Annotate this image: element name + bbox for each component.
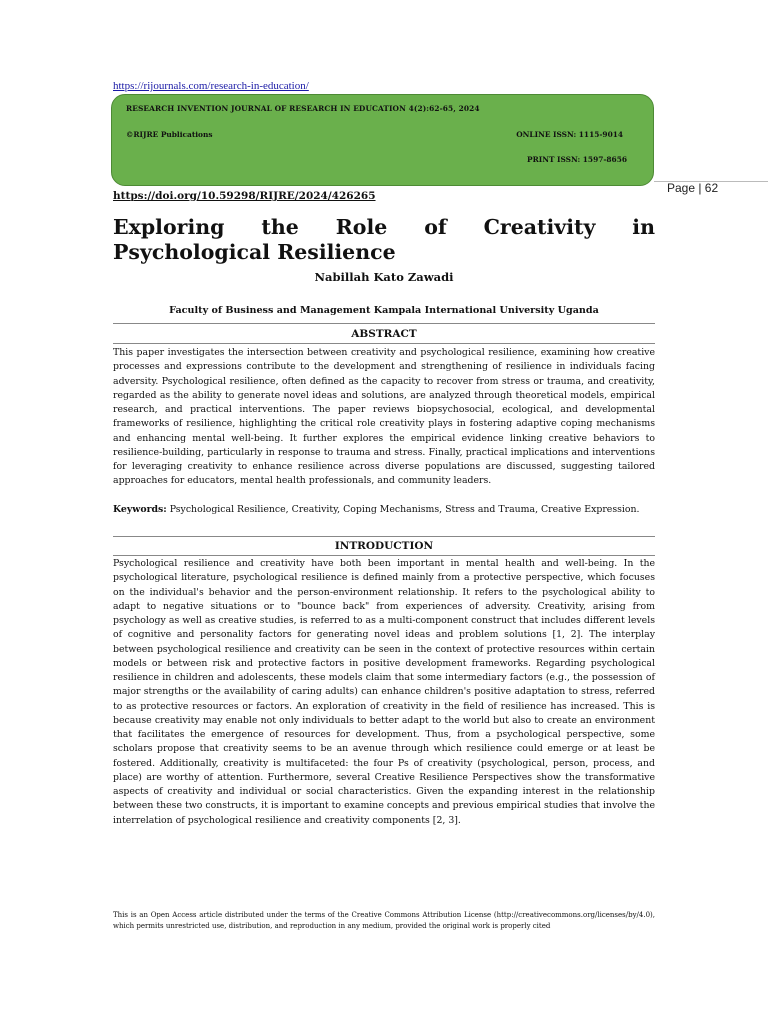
introduction-top-rule [113,536,655,537]
online-issn: ONLINE ISSN: 1115-9014 [516,130,623,139]
author-name: Nabillah Kato Zawadi [314,270,454,284]
journal-header-banner [111,94,654,186]
abstract-top-rule [113,323,655,324]
author-affiliation: Faculty of Business and Management Kampala International University Uganda [169,305,599,316]
license-footnote: This is an Open Access article distributed under the terms of the Creative Commons Attribution License (http://creativecommons.org/licenses/by/4.0), which permits unrestricted use, distribution, and reproduction in any medium, provided the original work is properly cited [113,911,655,931]
keywords-line [113,503,655,517]
publisher-name: ©RIJRE Publications [126,130,213,139]
abstract-text: This paper investigates the intersection between creativity and psychological resilience, examining how creative processes and expressions contribute to the development and strengthening of resilience in individuals facing adversity. Psychological resilience, often defined as the capacity to recover from stress or trauma, and creativity, regarded as the ability to generate novel ideas and solutions, are analyzed through theoretical models, empirical research, and practical interventions. The paper reviews biopsychosocial, ecological, and developmental frameworks of resilience, highlighting the critical role creativity plays in fostering adaptive coping mechanisms and enhancing mental well-being. It further explores the empirical evidence linking creative behaviors to resilience-building, particularly in response to trauma and stress. Finally, practical implications and interventions for leveraging creativity to enhance resilience across diverse populations are discussed, suggesting tailored approaches for educators, mental health professionals, and community leaders. [113,347,655,487]
print-issn: PRINT ISSN: 1597-8656 [527,155,627,164]
keywords-list: Psychological Resilience, Creativity, Coping Mechanisms, Stress and Trauma, Creative Expression. [169,504,640,515]
page-number: Page | 62 [667,181,719,195]
abstract-bottom-rule [113,343,655,344]
abstract-heading: ABSTRACT [351,328,417,340]
journal-url-link[interactable]: https://rijournals.com/research-in-education/ [113,80,309,92]
keywords-label: Keywords: [113,504,167,515]
article-title: Exploring the Role of Creativity in Psychological Resilience [113,215,655,264]
doi-link[interactable]: https://doi.org/10.59298/RIJRE/2024/426265 [113,190,376,202]
introduction-heading: INTRODUCTION [334,540,434,552]
introduction-text: Psychological resilience and creativity have both been important in mental health and well-being. In the psychological literature, psychological resilience is defined mainly from a protective perspective, which focuses on the individual's behavior and the person-environment relationship. It refers to the psychological ability to adapt to negative situations or to "bounce back" from experiences of adversity. Creativity, arising from psychology as well as creative studies, is referred to as a multi-component construct that includes different levels of cognitive and personality factors for generating novel ideas and problem solutions [1, 2]. The interplay between psychological resilience and creativity can be seen in the context of protective resources within certain models or between risk and protective factors in positive development frameworks. Regarding psychological resilience in children and adolescents, these models claim that some intermediary factors (e.g., the possession of major strengths or the availability of caring adults) can enhance children's positive adaptation to stress, referred to as protective resources or factors. An exploration of creativity in the field of resilience has increased. This is because creativity may enable not only individuals to better adapt to the world but also to create an environment that facilitates the emergence of resources for development. Thus, from a psychological perspective, some scholars propose that creativity seems to be an avenue through which resilience could emerge or at least be fostered. Additionally, creativity is multifaceted: the four Ps of creativity (psychological, person, process, and place) are worthy of attention. Furthermore, several Creative Resilience Perspectives show the transformative aspects of creativity and individual or social characteristics. Given the expanding interest in the relationship between these two constructs, it is important to examine concepts and previous empirical studies that involve the interrelation of psychological resilience and creativity components [2, 3]. [113,558,655,826]
journal-citation: RESEARCH INVENTION JOURNAL OF RESEARCH IN EDUCATION 4(2):62-65, 2024 [126,104,480,113]
introduction-bottom-rule [113,555,655,556]
